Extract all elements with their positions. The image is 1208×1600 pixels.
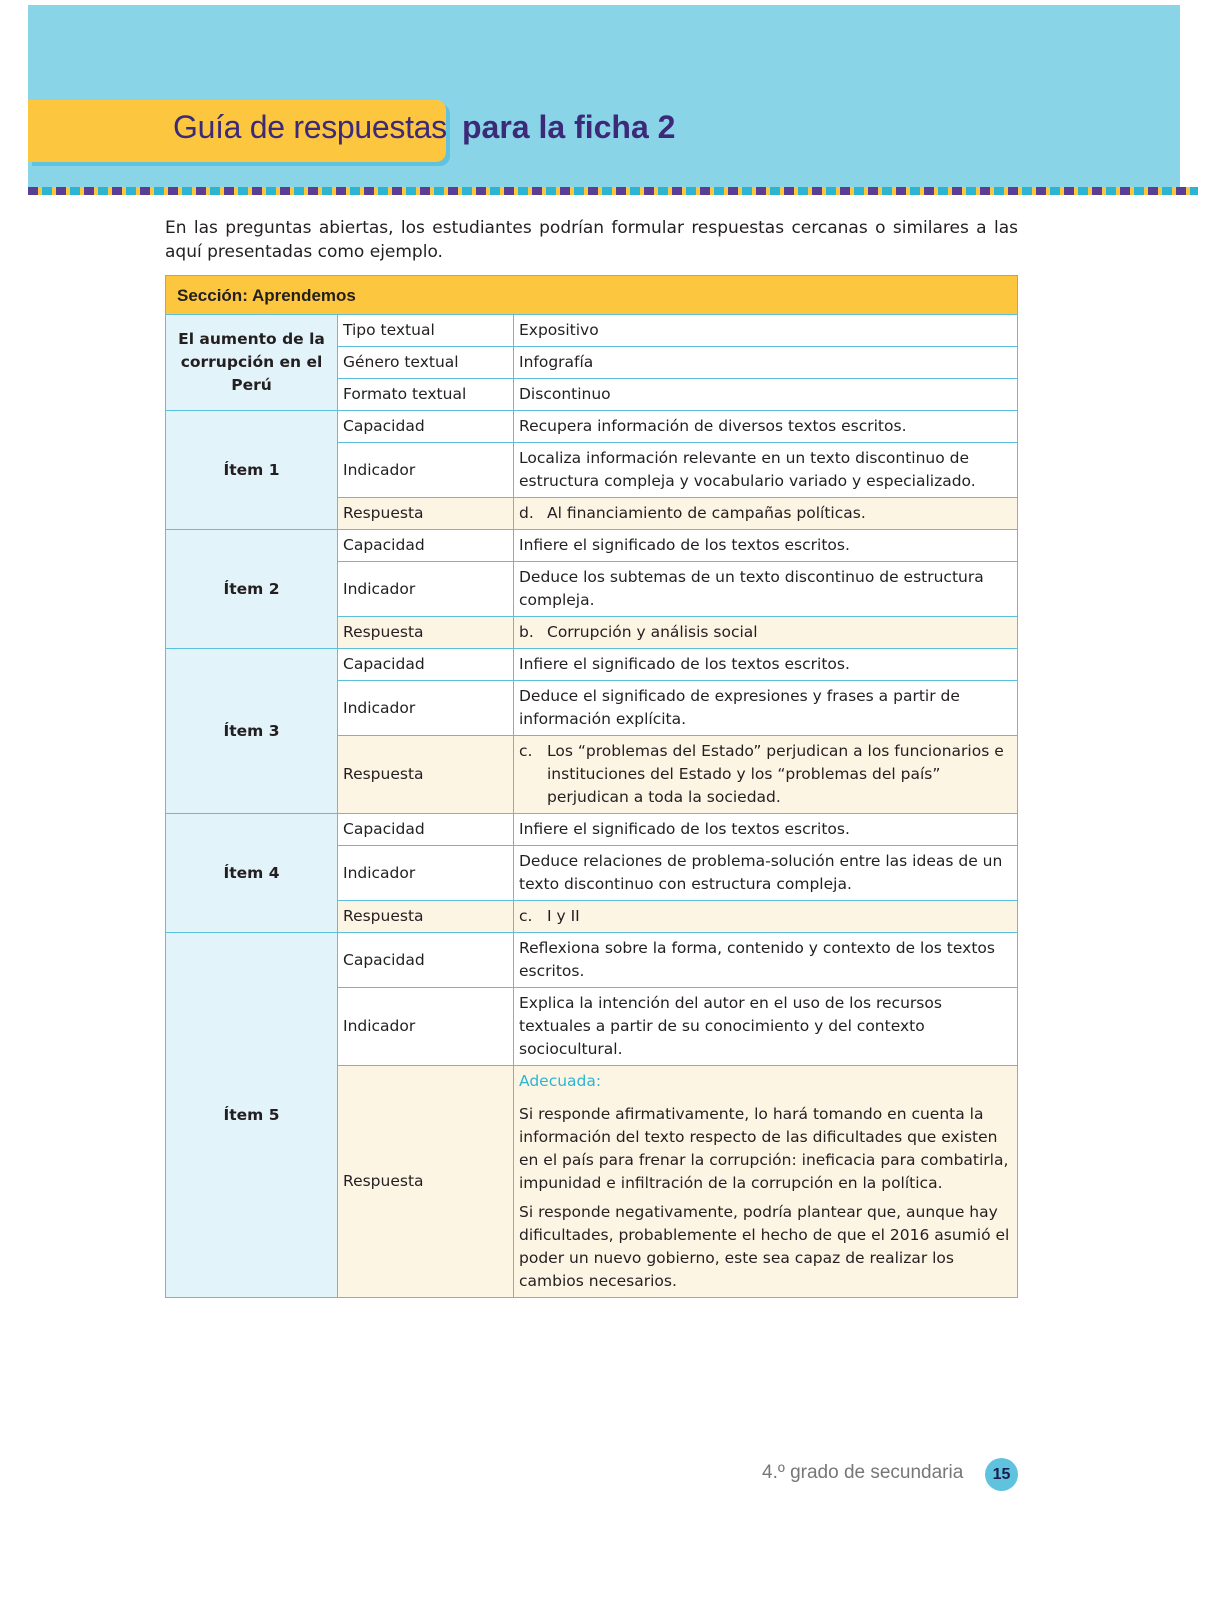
indicador-label: Indicador	[338, 443, 514, 498]
indicador-value: Deduce el significado de expresiones y frases a partir de información explícita.	[514, 681, 1018, 736]
page-number: 15	[985, 1458, 1018, 1491]
option-letter: b.	[519, 623, 534, 641]
intro-paragraph: En las preguntas abiertas, los estudiantes podrían formular respuestas cercanas o similares a las aquí presentadas como ejemplo.	[165, 218, 1018, 262]
respuesta-label: Respuesta	[338, 1066, 514, 1298]
capacidad-label: Capacidad	[338, 814, 514, 846]
respuesta-value	[514, 736, 1018, 814]
meta-value: Infografía	[514, 347, 1018, 379]
answer-table	[165, 275, 1018, 1298]
section-row	[166, 276, 1018, 315]
option-letter: d.	[519, 504, 534, 522]
footer-grade: 4.º grado de secundaria	[762, 1462, 964, 1483]
option-text: I y II	[547, 907, 580, 925]
respuesta-label: Respuesta	[338, 617, 514, 649]
meta-label: Género textual	[338, 347, 514, 379]
meta-label: Tipo textual	[338, 315, 514, 347]
indicador-value: Localiza información relevante en un texto discontinuo de estructura compleja y vocabulario variado y especializado.	[514, 443, 1018, 498]
capacidad-label: Capacidad	[338, 411, 514, 443]
respuesta-value	[514, 617, 1018, 649]
capacidad-value: Infiere el significado de los textos escritos.	[514, 530, 1018, 562]
respuesta-label: Respuesta	[338, 901, 514, 933]
capacidad-value: Reflexiona sobre la forma, contenido y contexto de los textos escritos.	[514, 933, 1018, 988]
item-5-capacidad-row	[166, 933, 1018, 988]
item-3-capacidad-row	[166, 649, 1018, 681]
capacidad-value: Infiere el significado de los textos escritos.	[514, 649, 1018, 681]
indicador-value: Deduce relaciones de problema-solución entre las ideas de un texto discontinuo con estructura compleja.	[514, 846, 1018, 901]
capacidad-value: Recupera información de diversos textos escritos.	[514, 411, 1018, 443]
indicador-label: Indicador	[338, 562, 514, 617]
indicador-label: Indicador	[338, 846, 514, 901]
page-subtitle: para la ficha 2	[462, 109, 676, 145]
respuesta-paragraph: Si responde negativamente, podría plantear que, aunque hay dificultades, probablemente el hecho de que el 2016 asumió el poder un nuevo gobierno, este sea capaz de realizar los cambios necesarios.	[519, 1203, 1010, 1290]
indicador-value: Deduce los subtemas de un texto discontinuo de estructura compleja.	[514, 562, 1018, 617]
indicador-label: Indicador	[338, 988, 514, 1066]
header-stripe	[28, 187, 1198, 195]
capacidad-value: Infiere el significado de los textos escritos.	[514, 814, 1018, 846]
item-4-capacidad-row	[166, 814, 1018, 846]
option-text: Al financiamiento de campañas políticas.	[547, 504, 866, 522]
section-heading: Sección: Aprendemos	[166, 276, 1018, 315]
respuesta-label: Respuesta	[338, 498, 514, 530]
indicador-label: Indicador	[338, 681, 514, 736]
option-text: Corrupción y análisis social	[547, 623, 758, 641]
item-1-capacidad-row	[166, 411, 1018, 443]
indicador-value: Explica la intención del autor en el uso de los recursos textuales a partir de su conocimiento y del contexto sociocultural.	[514, 988, 1018, 1066]
item-2-capacidad-row	[166, 530, 1018, 562]
respuesta-heading: Adecuada:	[519, 1072, 602, 1090]
capacidad-label: Capacidad	[338, 530, 514, 562]
option-text: Los “problemas del Estado” perjudican a los funcionarios e instituciones del Estado y los “problemas del país” perjudican a toda la sociedad.	[547, 742, 1004, 806]
respuesta-label: Respuesta	[338, 736, 514, 814]
meta-value: Expositivo	[514, 315, 1018, 347]
meta-row	[166, 315, 1018, 347]
respuesta-paragraph: Si responde afirmativamente, lo hará tomando en cuenta la información del texto respecto de las dificultades que existen en el país para frenar la corrupción: ineficacia para combatirla, impunidad e infiltración de la corrupción en la política.	[519, 1105, 1009, 1192]
option-letter: c.	[519, 742, 533, 760]
item-4-label: Ítem 4	[166, 814, 338, 933]
text-title: El aumento de la corrupción en el Perú	[166, 315, 338, 411]
capacidad-label: Capacidad	[338, 933, 514, 988]
item-5-label: Ítem 5	[166, 933, 338, 1298]
capacidad-label: Capacidad	[338, 649, 514, 681]
respuesta-value	[514, 901, 1018, 933]
option-letter: c.	[519, 907, 533, 925]
item-1-label: Ítem 1	[166, 411, 338, 530]
meta-label: Formato textual	[338, 379, 514, 411]
item-2-label: Ítem 2	[166, 530, 338, 649]
respuesta-value	[514, 498, 1018, 530]
item-3-label: Ítem 3	[166, 649, 338, 814]
page-title: Guía de respuestas	[173, 109, 447, 145]
meta-value: Discontinuo	[514, 379, 1018, 411]
respuesta-value	[514, 1066, 1018, 1298]
